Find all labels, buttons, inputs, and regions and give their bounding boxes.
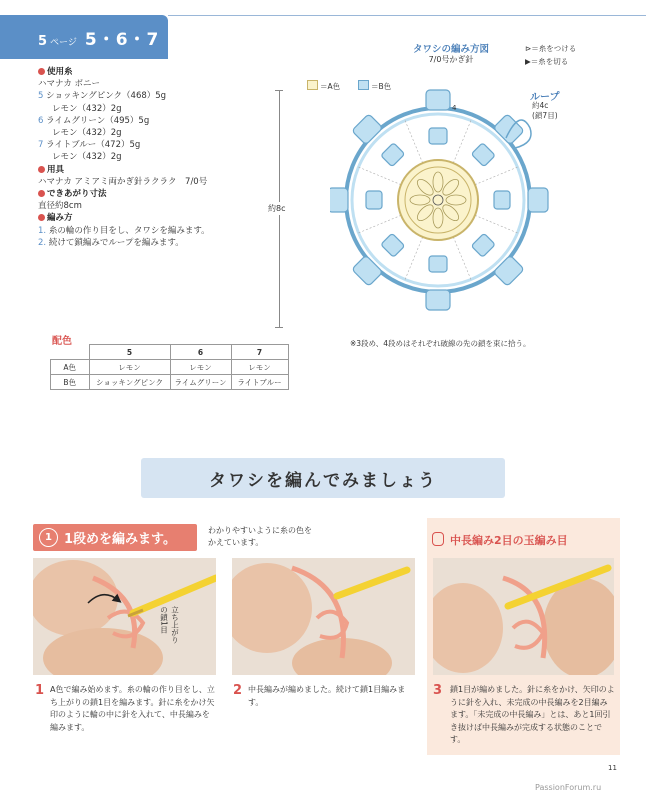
loop-title: ループ: [530, 92, 560, 103]
table-row: [51, 375, 289, 390]
chart-outer-cluster: [426, 90, 450, 110]
table-header-row: [51, 345, 289, 360]
dimension-tick: [275, 90, 283, 91]
chart-inner-cluster: [471, 233, 495, 257]
yarn-item: 7 ライトブルー（472）5g: [38, 140, 141, 151]
legend-color-a: ＝A色: [307, 80, 340, 92]
table-cell: 6: [170, 345, 231, 360]
chart-outer-cluster: [330, 188, 348, 212]
chart-note: ※3段め、4段めはそれぞれ破線の先の鎖を束に拾う。: [350, 339, 531, 348]
chart-title: タワシの編み方図: [412, 44, 489, 55]
hands-crochet-illustration: [232, 558, 415, 675]
method-heading: 編み方: [47, 213, 73, 224]
hands-crochet-illustration: [33, 558, 216, 675]
table-cell: A色: [51, 360, 90, 375]
step-text: A色で編み始めます。糸の輪の作り目をし、立ち上がりの鎖1目を編みます。針に糸をかけ矢印のように輪の中に針を入れて、中長編みを編みます。: [50, 685, 215, 732]
chart-dashed-line: [405, 121, 423, 163]
chart-inner-cluster: [381, 143, 405, 167]
size-text: 直径約8cm: [38, 201, 82, 212]
size-label: 約8c: [268, 204, 286, 213]
method-step: 1. 糸の輪の作り目をし、タワシを編みます。: [38, 225, 210, 236]
loop-desc: 約4c (鎖7目): [532, 101, 558, 120]
page-reference-label: ページ: [50, 38, 77, 48]
pattern-numbers-title: 5・6・7: [84, 30, 160, 50]
color-table: [50, 344, 289, 390]
crochet-chart-diagram: [330, 88, 560, 328]
table-cell: 5: [89, 345, 170, 360]
table-cell: レモン: [170, 360, 231, 375]
chart-inner-cluster: [429, 128, 447, 144]
step-number: 2: [233, 683, 243, 698]
tip-heading: 中長編み2目の玉編み目: [450, 534, 568, 547]
bullet-icon: [38, 214, 45, 221]
chart-inner-cluster: [429, 256, 447, 272]
hands-crochet-illustration: [433, 558, 614, 675]
table-cell: レモン: [89, 360, 170, 375]
photo-label: 立ち上がり: [170, 606, 180, 644]
table-cell: [51, 345, 90, 360]
yarn-item-sub: レモン（432）2g: [52, 128, 122, 139]
step-section-header: [33, 524, 197, 551]
yarn-brand: ハマナカ ボニー: [38, 79, 101, 90]
table-cell: ライトブルー: [231, 375, 288, 390]
chart-inner-cluster: [471, 143, 495, 167]
attach-yarn-icon: ⊳: [525, 44, 532, 53]
bullet-icon: [38, 190, 45, 197]
step-text: 中長編みが編めました。続けて鎖1目編みます。: [248, 685, 406, 707]
chart-inner-cluster: [366, 191, 382, 209]
step-photo-2: [232, 558, 415, 675]
table-cell: 7: [231, 345, 288, 360]
chart-outer-cluster: [426, 290, 450, 310]
chart-dashed-line: [405, 237, 423, 279]
page-number: 11: [608, 764, 617, 772]
bullet-icon: [38, 166, 45, 173]
section-banner: タワシを編んでみましょう: [141, 458, 505, 498]
chart-dashed-line: [359, 215, 401, 233]
legend-color-b: ＝B色: [358, 80, 391, 92]
legend-attach: ⊳＝糸をつける: [525, 44, 577, 53]
chart-dashed-line: [475, 215, 517, 233]
tip-heading-row: [432, 532, 568, 548]
yarn-item: 5 ショッキングピンク（468）5g: [38, 91, 167, 102]
step-section-title: 1段めを編みます。: [64, 532, 177, 547]
header-rule: [168, 15, 646, 16]
materials-block: [38, 66, 210, 249]
chart-inner-cluster: [381, 233, 405, 257]
table-cell: B色: [51, 375, 90, 390]
yarn-heading: 使用糸: [47, 67, 73, 77]
step-number: 1: [35, 683, 45, 698]
circled-step-number: 1: [39, 528, 58, 547]
chart-dashed-line: [453, 237, 471, 279]
step-photo-1: [33, 558, 216, 675]
step-number: 3: [433, 683, 443, 698]
table-cell: レモン: [231, 360, 288, 375]
method-step: 2. 続けて鎖編みでループを編みます。: [38, 237, 184, 248]
stitch-symbol-icon: [432, 532, 444, 546]
table-cell: ライムグリーン: [170, 375, 231, 390]
yarn-item-sub: レモン（432）2g: [52, 103, 122, 114]
table-row: [51, 360, 289, 375]
round-label: 4: [452, 104, 457, 112]
watermark: PassionForum.ru: [535, 783, 602, 792]
chart-dashed-line: [453, 121, 471, 163]
chart-outer-cluster: [528, 188, 548, 212]
dimension-tick: [275, 327, 283, 328]
tools-heading: 用具: [47, 164, 65, 175]
cut-yarn-icon: ▶: [525, 57, 531, 66]
chart-inner-cluster: [494, 191, 510, 209]
chart-dashed-line: [475, 167, 517, 185]
legend-cut: ▶＝糸を切る: [525, 57, 569, 66]
step-photo-3: [433, 558, 614, 675]
bullet-icon: [38, 68, 45, 75]
size-heading: できあがり寸法: [47, 189, 107, 200]
chart-subtitle: 7/0号かぎ針: [428, 55, 474, 64]
color-table-title: 配色: [52, 336, 72, 347]
page-header-tab: [0, 15, 168, 59]
table-cell: ショッキングピンク: [89, 375, 170, 390]
tools-text: ハマナカ アミアミ両かぎ針ラクラク 7/0号: [38, 176, 208, 187]
photo-label: の鎖1目: [159, 606, 169, 634]
step-text: 鎖1目が編めました。針に糸をかけ、矢印のように針を入れ、未完成の中長編みを2目編みます。「未完成の中長編み」とは、あと1回引き抜けば中長編みが完成する状態のことです。: [450, 685, 615, 744]
yarn-item: 6 ライムグリーン（495）5g: [38, 115, 150, 126]
yarn-item-sub: レモン（432）2g: [52, 152, 122, 163]
color-a-swatch: [307, 80, 318, 90]
step-section-note: わかりやすいように糸の色を かえています。: [208, 526, 312, 547]
chart-dashed-line: [359, 167, 401, 185]
page-reference-number: 5: [38, 34, 48, 49]
